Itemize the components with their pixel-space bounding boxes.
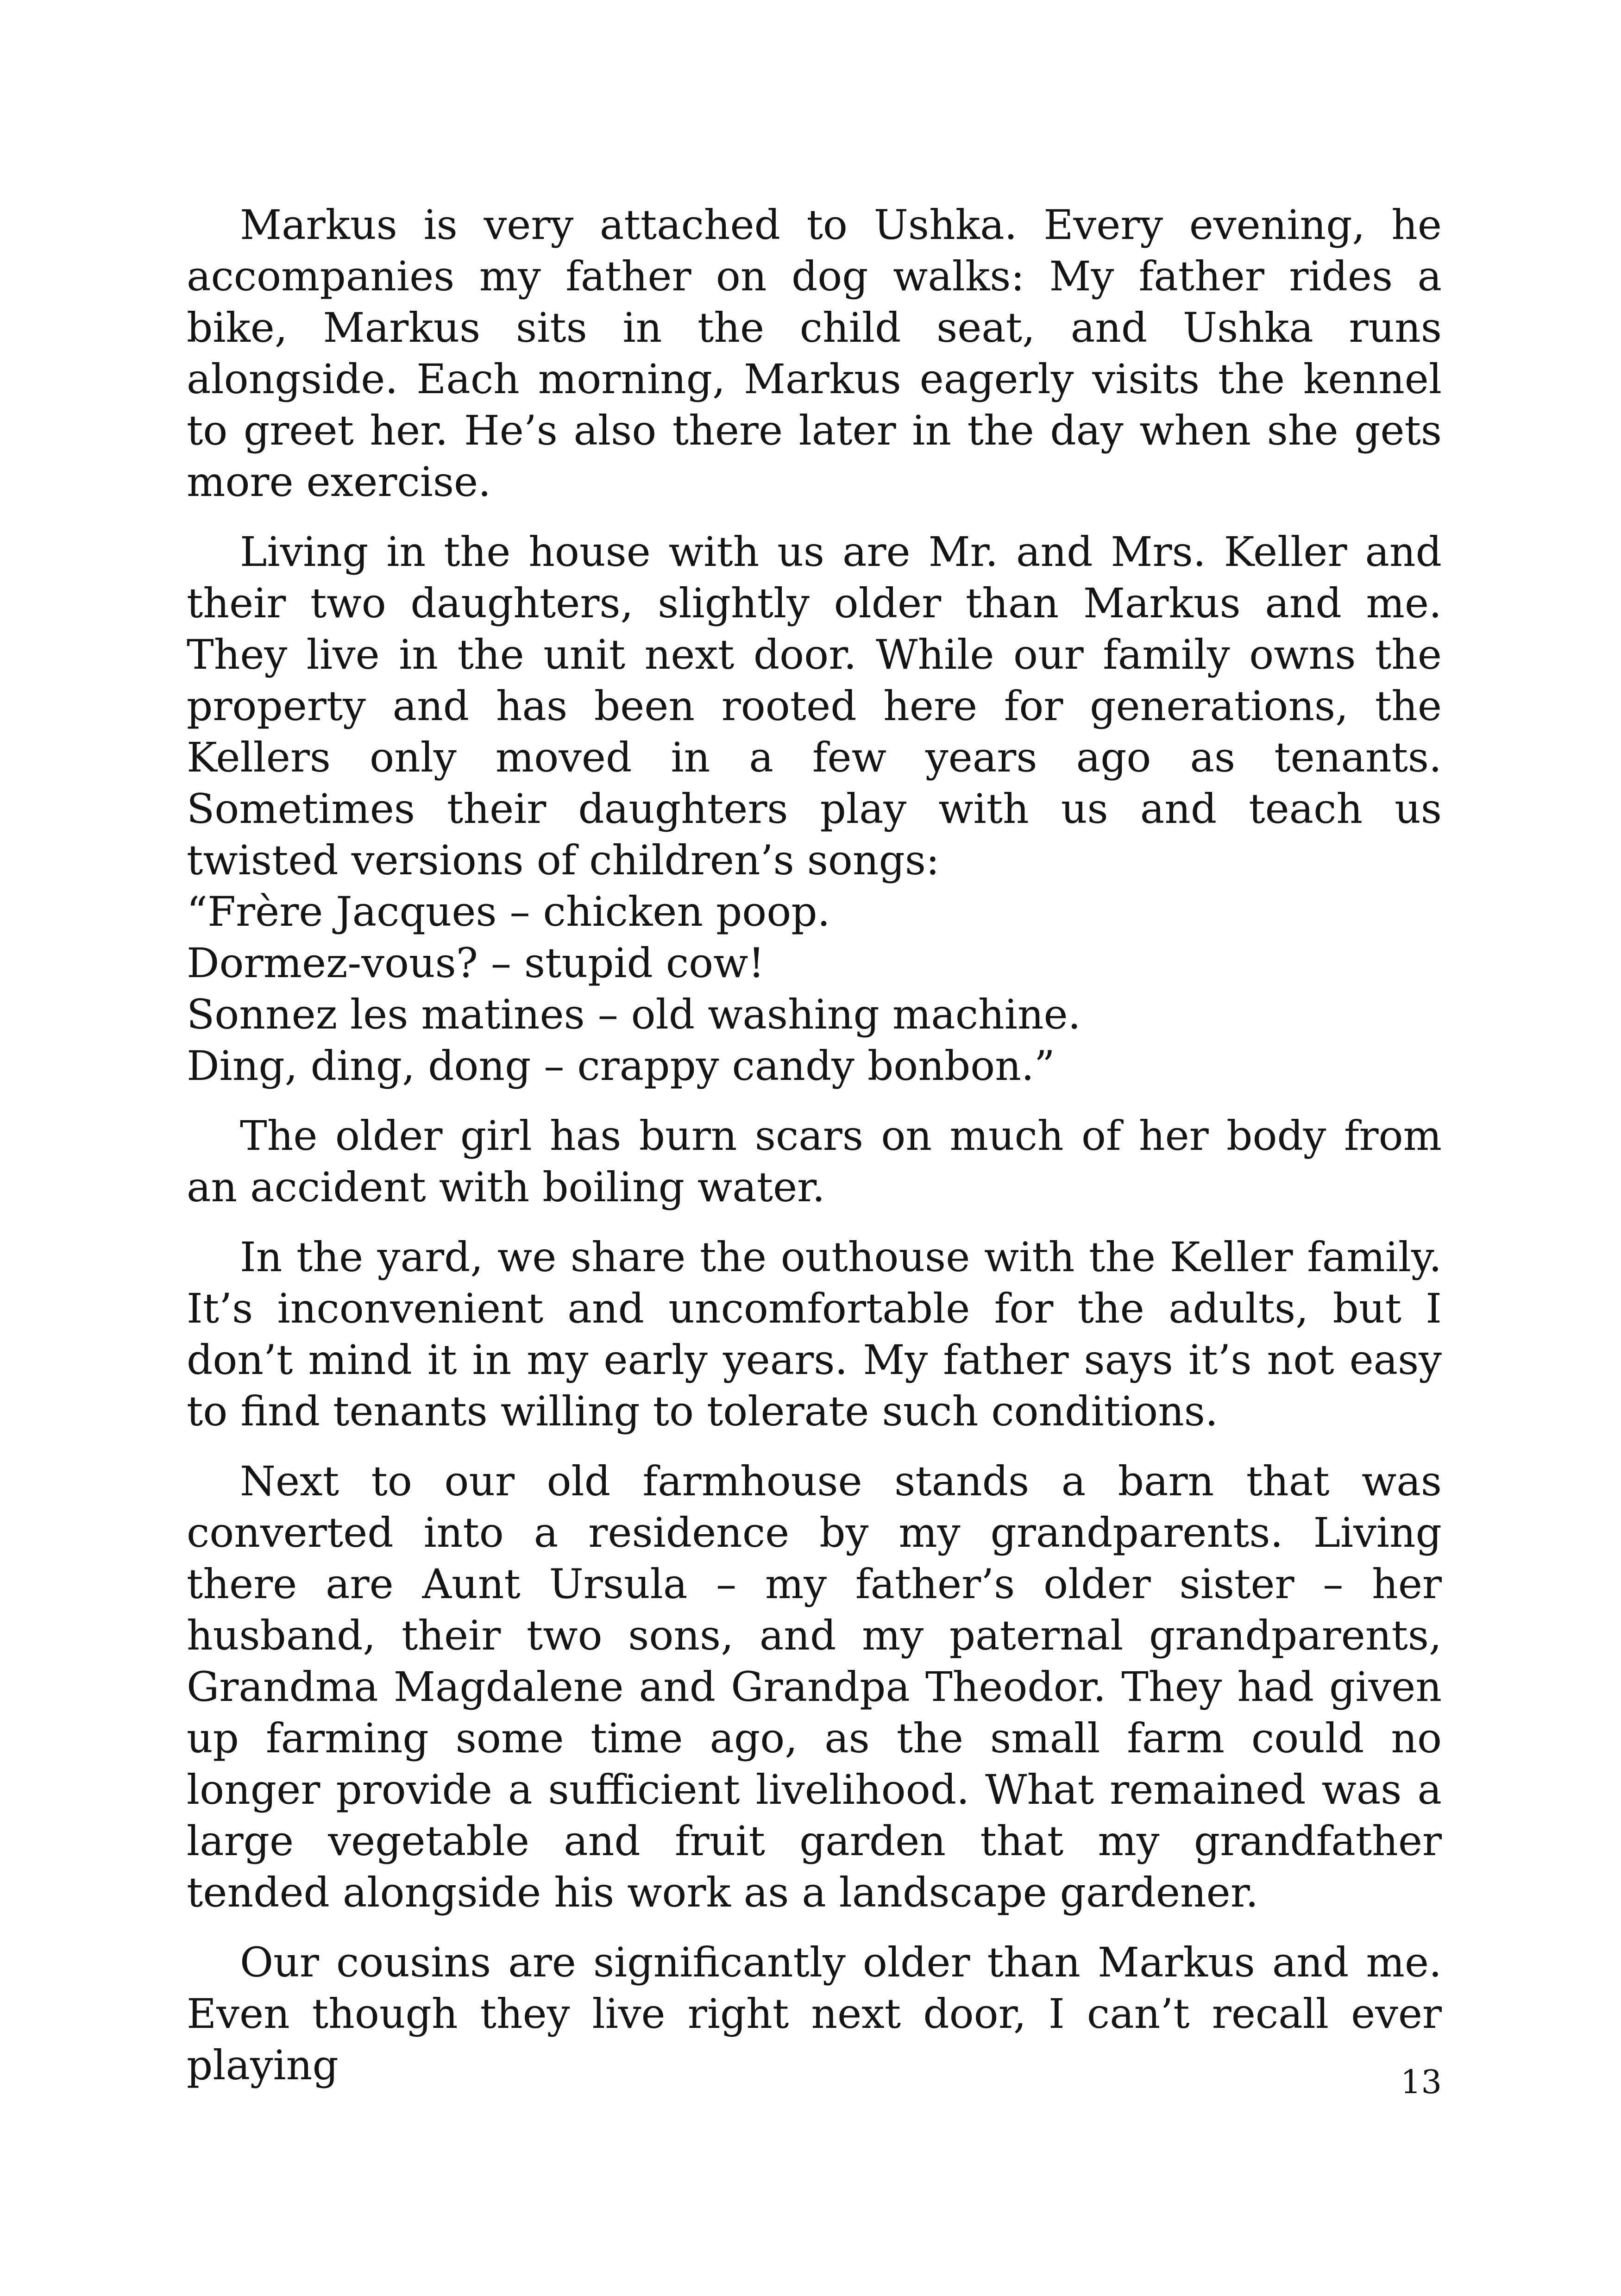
song-line: Ding, ding, dong – crappy candy bonbon.” <box>187 1042 1055 1090</box>
paragraph-keller-family: Living in the house with us are Mr. and Mrs. Keller and their two daughters, slightly older than Markus and me. They live in the unit next door. While our family owns the property and has been rooted here for generations, the Kellers only moved in a few years ago as tenants. Sometimes their daughters play with us and teach us twisted versions of children’s songs: <box>187 528 1442 884</box>
paragraph-markus-ushka: Markus is very attached to Ushka. Every evening, he accompanies my father on dog walks: My father rides a bike, Markus sits in the child seat, and Ushka runs alongside. Each morning, Markus eagerly visits the kennel to greet her. He’s also there later in the day when she gets more exercise. <box>187 201 1442 506</box>
song-verse <box>187 886 1442 1092</box>
paragraph-burn-scars: The older girl has burn scars on much of her body from an accident with boiling water. <box>187 1112 1442 1211</box>
song-line: Sonnez les matines – old washing machine. <box>187 991 1081 1038</box>
paragraph-barn-residence: Next to our old farmhouse stands a barn that was converted into a residence by my grandparents. Living there are Aunt Ursula – my father’s older sister – her husband, their two sons, and my paternal grandparents, Grandma Magdalene and Grandpa Theodor. They had given up farming some time ago, as the small farm could no longer provide a sufficient livelihood. What remained was a large vegetable and fruit garden that my grandfather tended alongside his work as a landscape gardener. <box>187 1457 1442 1916</box>
paragraph-outhouse: In the yard, we share the outhouse with the Keller family. It’s inconvenient and uncomfortable for the adults, but I don’t mind it in my early years. My father says it’s not easy to find tenants willing to tolerate such conditions. <box>187 1233 1442 1435</box>
paragraph-cousins: Our cousins are significantly older than Markus and me. Even though they live right next door, I can’t recall ever playing <box>187 1938 1442 2089</box>
song-line: “Frère Jacques – chicken poop. <box>187 888 830 935</box>
page-number: 13 <box>1400 2063 1442 2101</box>
song-line: Dormez-vous? – stupid cow! <box>187 939 765 987</box>
body-text <box>187 199 1442 2109</box>
